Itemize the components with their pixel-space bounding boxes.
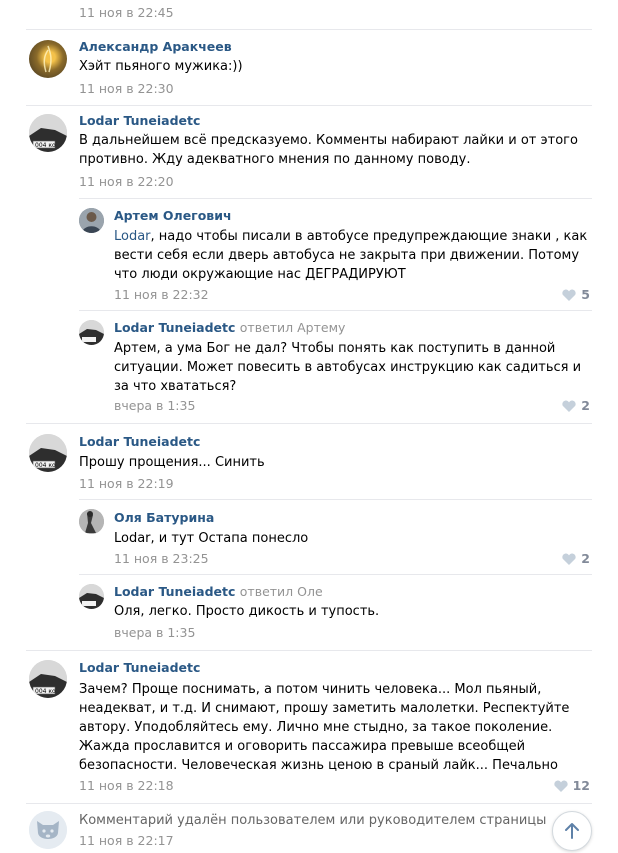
comment-date[interactable]: 11 ноя в 22:30 — [79, 81, 174, 96]
like-button[interactable] — [562, 398, 590, 413]
comment-text: Хэйт пьяного мужика:)) — [79, 59, 243, 74]
comment-date[interactable]: 11 ноя в 23:25 — [114, 551, 209, 566]
like-count: 12 — [572, 778, 590, 793]
like-button[interactable] — [562, 287, 590, 302]
separator — [26, 650, 592, 651]
comment-text: Lodar, надо чтобы писали в автобусе предупреждающие знаки , как вести себя если дверь автобуса не закрыта при движении. Потому что люди окружающие нас ДЕГРАДИРУЮТ — [114, 229, 588, 282]
like-count: 2 — [581, 398, 590, 413]
comment-author[interactable]: Lodar Tuneiadetc — [79, 434, 201, 449]
comment-date[interactable]: 11 ноя в 22:32 — [114, 287, 209, 302]
avatar[interactable] — [29, 40, 67, 78]
comment-author[interactable]: Lodar Tuneiadetc — [79, 660, 201, 675]
heart-icon — [562, 400, 576, 412]
like-count: 5 — [581, 287, 590, 302]
deleted-comment-text: Комментарий удалён пользователем или руководителем страницы — [79, 813, 547, 828]
comment-author[interactable]: Артем Олегович — [114, 208, 232, 223]
separator — [79, 310, 592, 311]
heart-icon — [562, 289, 576, 301]
replied-to[interactable]: ответил Артему — [239, 320, 346, 335]
comment-text: Lodar, и тут Остапа понесло — [114, 531, 309, 546]
avatar[interactable] — [79, 320, 104, 345]
comment-text: В дальнейшем всё предсказуемо. Комменты набирают лайки и от этого противно. Жду адекватного мнения по данному поводу. — [79, 133, 578, 167]
separator — [26, 29, 592, 30]
comment-author[interactable]: Lodar Tuneiadetc — [79, 113, 201, 128]
comment-author[interactable]: Lodar Tuneiadetc ответил Артему — [114, 320, 346, 335]
arrow-up-icon — [564, 822, 580, 840]
separator — [79, 574, 592, 575]
replied-to[interactable]: ответил Оле — [239, 584, 323, 599]
like-button[interactable] — [562, 551, 590, 566]
like-button[interactable] — [554, 778, 590, 793]
separator — [26, 803, 592, 804]
comment-text: Артем, а ума Бог не дал? Чтобы понять как поступить в данной ситуации. Может повесить в автобусах инструкцию как садиться и за что хвататься? — [114, 341, 582, 394]
heart-icon — [562, 553, 576, 565]
comment-author[interactable]: Александр Аракчеев — [79, 39, 232, 54]
avatar[interactable] — [79, 509, 104, 534]
like-count: 2 — [581, 551, 590, 566]
svg-text:004 ко: 004 ко — [35, 688, 56, 695]
svg-text:004 ко: 004 ко — [35, 462, 56, 469]
mention-link[interactable]: Lodar — [114, 229, 151, 244]
comment-date[interactable]: 11 ноя в 22:18 — [79, 778, 174, 793]
avatar[interactable] — [29, 434, 67, 472]
avatar[interactable] — [79, 208, 104, 233]
comment-author[interactable]: Lodar Tuneiadetc ответил Оле — [114, 584, 323, 599]
separator — [26, 105, 592, 106]
comment-date[interactable]: 11 ноя в 22:20 — [79, 174, 174, 189]
scroll-top-button[interactable] — [552, 811, 592, 851]
comment-author[interactable]: Оля Батурина — [114, 510, 215, 525]
avatar[interactable] — [79, 584, 104, 609]
avatar[interactable] — [29, 114, 67, 152]
comment-date[interactable]: вчера в 1:35 — [114, 398, 196, 413]
separator — [79, 198, 592, 199]
separator — [79, 499, 592, 500]
comment-date[interactable]: 11 ноя в 22:17 — [79, 833, 174, 848]
separator — [26, 423, 592, 424]
comment-text: Зачем? Проще поснимать, а потом чинить человека... Мол пьяный, неадекват, и т.д. И снимают, прошу заметить малолетки. Респектуйте автору. Уподобляйтесь ему. Лично мне стыдно, за такое поколение. Жажда прославится и оговорить пассажира превыше всеобщей безопасности. Человеческая жизнь ценою в сраный лайк... Печально — [79, 682, 570, 773]
heart-icon — [554, 780, 568, 792]
svg-text:004 ко: 004 ко — [35, 142, 56, 149]
avatar[interactable] — [29, 660, 67, 698]
comment-text: Оля, легко. Просто дикость и тупость. — [114, 604, 380, 619]
comment-date[interactable]: вчера в 1:35 — [114, 625, 196, 640]
deleted-user-dog-icon — [29, 811, 67, 849]
comment-date[interactable]: 11 ноя в 22:19 — [79, 476, 174, 491]
comment-date[interactable]: 11 ноя в 22:45 — [79, 5, 174, 20]
comment-text: Прошу прощения... Синить — [79, 455, 265, 470]
